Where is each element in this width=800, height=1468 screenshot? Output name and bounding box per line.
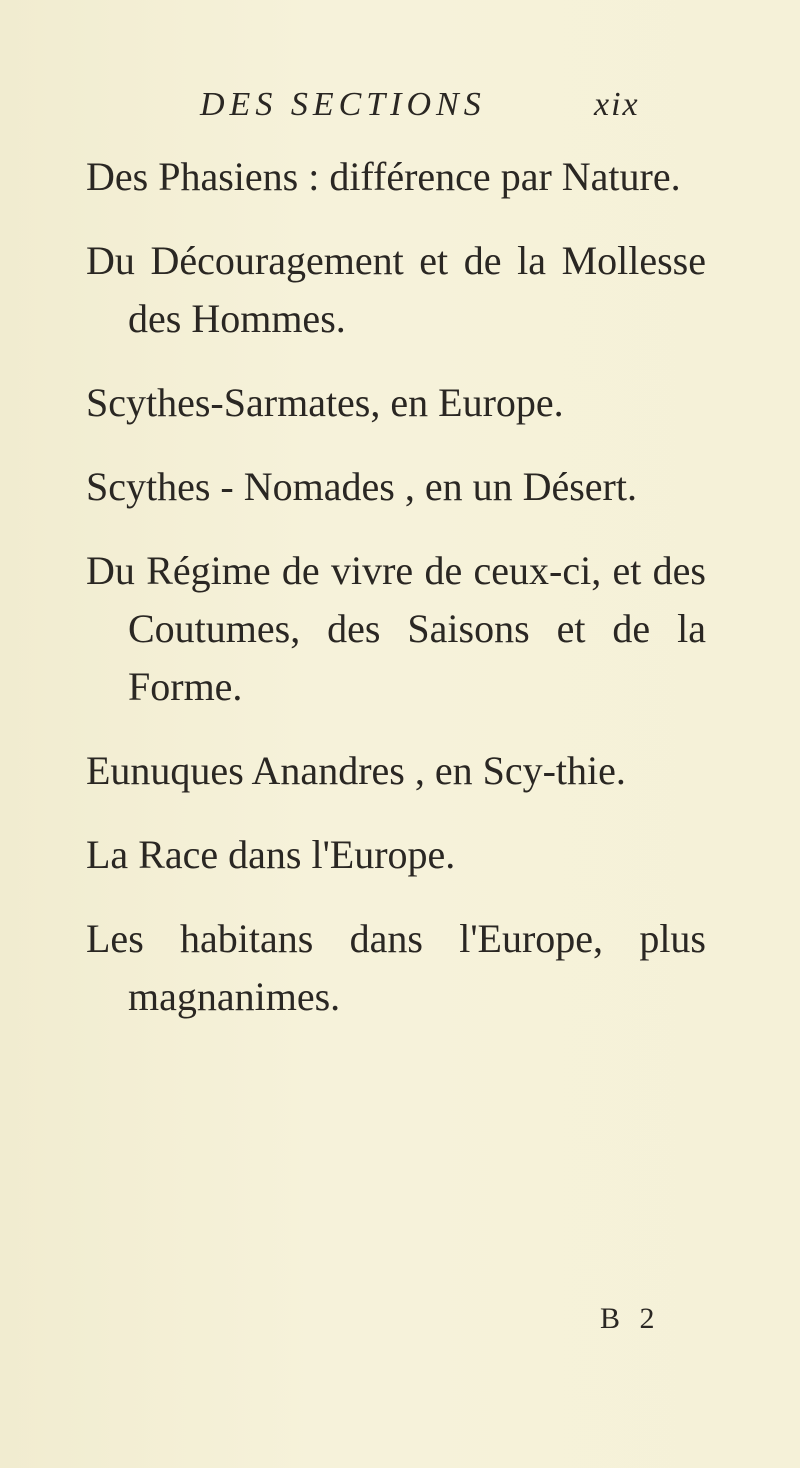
section-entry: Les habitans dans l'Europe, plus magnanimes.: [86, 916, 706, 1019]
section-entry: La Race dans l'Europe.: [86, 832, 456, 877]
section-entry: Scythes-Sarmates, en Europe.: [86, 380, 564, 425]
page-number: xix: [594, 86, 640, 123]
section-entry: Eunuques Anandres , en Scy-thie.: [86, 748, 626, 793]
section-entry: Du Régime de vivre de ceux-ci, et des Coutumes, des Saisons et de la Forme.: [86, 548, 706, 709]
running-head: [200, 86, 680, 126]
section-entry: Scythes - Nomades , en un Désert.: [86, 464, 637, 509]
section-entry: Des Phasiens : différence par Nature.: [86, 154, 681, 199]
signature-mark: B 2: [600, 1302, 661, 1335]
section-entry: Du Découragement et de la Mollesse des Hommes.: [86, 238, 706, 341]
running-head-title: DES SECTIONS: [200, 86, 486, 123]
section-list: [86, 148, 706, 1052]
